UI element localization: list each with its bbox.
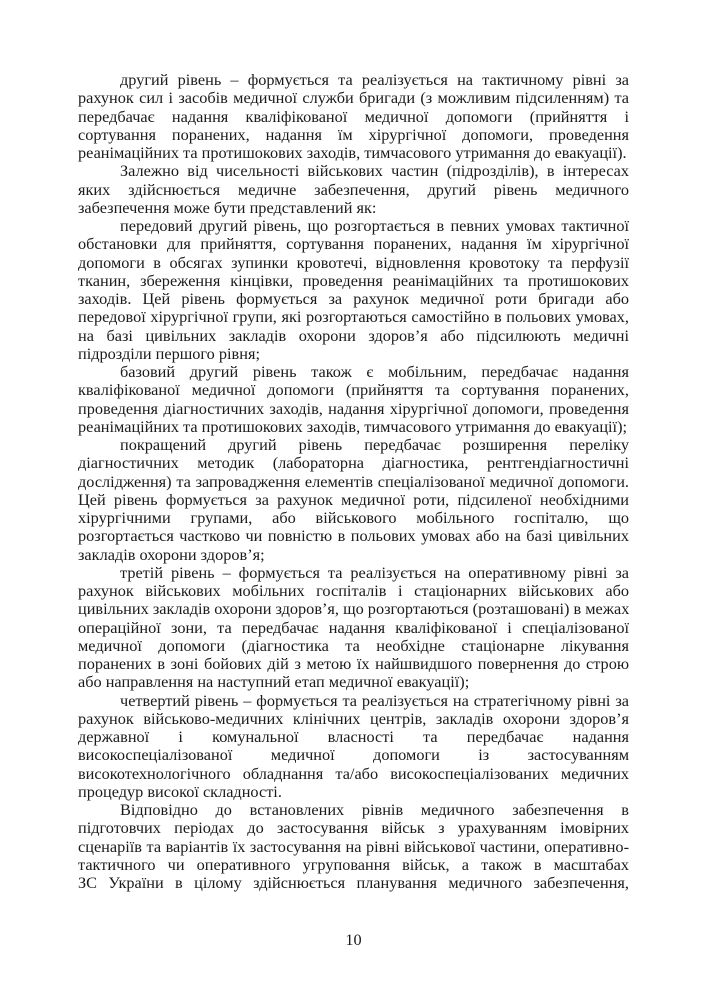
- text-line: рахунок військово-медичних клінічних центрів, закладів охорони здоров’я: [78, 708, 629, 728]
- text-line: передової хірургічної групи, які розгортаються самостійно в польових умовах,: [78, 307, 629, 327]
- text-line: на базі цивільних закладів охорони здоров’я або підсилюють медичні: [78, 325, 629, 345]
- paragraph: [78, 801, 629, 892]
- text-line: передбачає надання кваліфікованої медичної допомоги (прийняття і: [78, 106, 629, 126]
- text-line: діагностичних методик (лабораторна діагностика, рентгендіагностичні: [78, 453, 629, 473]
- paragraph: [78, 363, 629, 436]
- text-line: високотехнологічного обладнання та/або високоспеціалізованих медичних: [78, 763, 629, 783]
- text-line: дослідження) та запровадження елементів спеціалізованої медичної допомоги.: [78, 471, 629, 491]
- text-line: закладів охорони здоров’я;: [78, 544, 265, 564]
- text-line: другий рівень – формується та реалізується на тактичному рівні за: [120, 70, 629, 89]
- text-line: четвертий рівень – формується та реалізується на стратегічному рівні за: [120, 690, 629, 710]
- text-line: реанімаційних та протишокових заходів, тимчасового утримання до евакуації);: [78, 416, 628, 436]
- text-line: державної і комунальної власності та передбачає надання: [78, 727, 629, 746]
- text-line: Залежно від чисельності військових частин (підрозділів), в інтересах: [120, 161, 629, 181]
- paragraph: [78, 564, 629, 692]
- text-line: допомоги в обсягах зупинки кровотечі, відновлення кровотоку та перфузії: [78, 252, 629, 272]
- text-line: тканин, збереження кінцівки, проведення реанімаційних та протишокових: [78, 270, 629, 290]
- paragraph: [78, 436, 629, 564]
- text-line: поранених в зоні бойових дій з метою їх найшвидшого повернення до строю: [78, 654, 629, 673]
- text-line: медичної допомоги (діагностика та необхідне стаціонарне лікування: [78, 635, 629, 655]
- text-line: передовий другий рівень, що розгортається в певних умовах тактичної: [120, 216, 629, 235]
- text-line: кваліфікованої медичної допомоги (прийняття та сортування поранених,: [78, 380, 629, 400]
- text-line: розгортається частково чи повністю в польових умовах або на базі цивільних: [78, 526, 629, 546]
- text-line: тактичного чи оперативного угруповання військ, а також в масштабах: [78, 854, 629, 874]
- text-line: обстановки для прийняття, сортування поранених, надання їм хірургічної: [78, 234, 629, 254]
- text-line: або направлення на наступний етап медичної евакуації);: [78, 672, 470, 692]
- text-line: сортування поранених, надання їм хірургічної допомоги, проведення: [78, 124, 629, 144]
- paragraph: [78, 162, 629, 217]
- paragraph: [78, 692, 629, 802]
- text-line: проведення діагностичних заходів, надання хірургічної допомоги, проведення: [78, 398, 629, 418]
- text-line: рахунок військових мобільних госпіталів і стаціонарних військових або: [78, 581, 629, 600]
- text-line: Відповідно до встановлених рівнів медичного забезпечення в: [120, 800, 629, 819]
- text-line: яких здійснюється медичне забезпечення, другий рівень медичного: [78, 179, 629, 199]
- text-line: ЗС України в цілому здійснюється планування медичного забезпечення,: [78, 873, 629, 892]
- text-line: Цей рівень формується за рахунок медичної роти, підсиленої необхідними: [78, 489, 629, 509]
- text-line: цивільних закладів охорони здоров’я, що розгортаються (розташовані) в межах: [78, 599, 630, 619]
- text-line: високоспеціалізованої медичної допомоги із застосуванням: [78, 745, 629, 765]
- text-line: заходів. Цей рівень формується за рахунок медичної роти бригади або: [78, 289, 629, 308]
- text-line: забезпечення може бути представлений як:: [78, 197, 377, 217]
- text-line: підрозділи першого рівня;: [78, 343, 260, 363]
- paragraph: [78, 71, 629, 162]
- text-line: рахунок сил і засобів медичної служби бригади (з можливим підсиленням) та: [78, 88, 629, 108]
- text-line: сценаріїв та варіантів їх застосування на рівні військової частини, оперативно-: [78, 836, 629, 856]
- text-line: процедур високої складності.: [78, 781, 282, 801]
- text-line: покращений другий рівень передбачає розширення переліку: [120, 435, 629, 454]
- text-line: хірургічними групами, або військового мобільного госпіталю, що: [78, 508, 629, 527]
- document-body: [78, 71, 629, 892]
- text-line: підготовчих періодах до застосування військ з урахуванням імовірних: [78, 818, 629, 838]
- page-number: 10: [345, 930, 362, 949]
- paragraph: [78, 217, 629, 363]
- text-line: операційної зони, та передбачає надання кваліфікованої і спеціалізованої: [78, 617, 629, 637]
- text-line: реанімаційних та протишокових заходів, тимчасового утримання до евакуації).: [78, 143, 627, 162]
- text-line: третій рівень – формується та реалізується на оперативному рівні за: [120, 562, 629, 582]
- text-line: базовий другий рівень також є мобільним, передбачає надання: [120, 362, 629, 381]
